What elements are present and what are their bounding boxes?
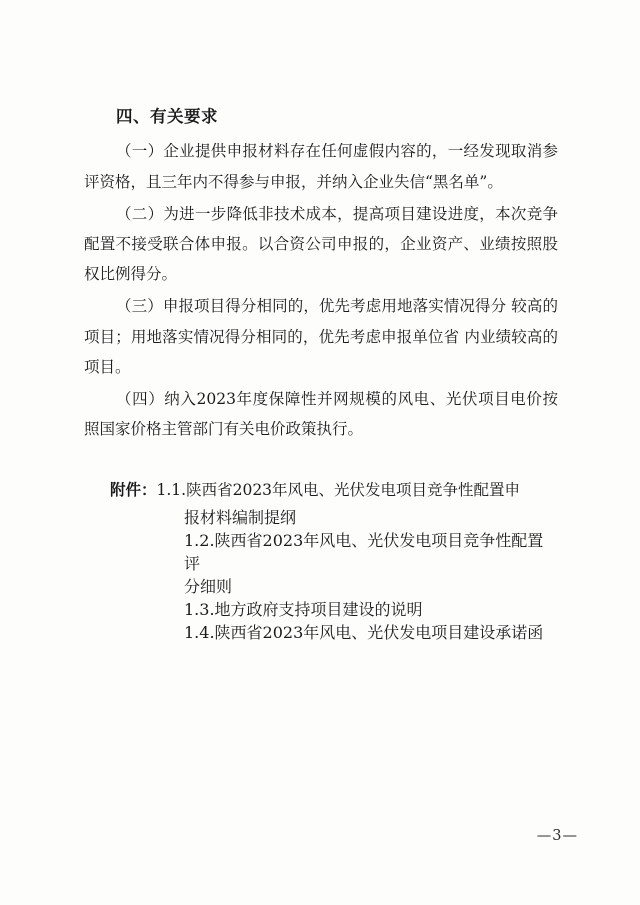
attachment-item-2-line-1: 1.2.陕西省2023年风电、光伏发电项目竞争性配置评 — [184, 530, 544, 573]
paragraph-1: （一）企业提供申报材料存在任何虚假内容的，一经发现取消参评资格，且三年内不得参与申报，并纳入企业失信“黑名单”。 — [84, 142, 558, 191]
attachment-first-row — [84, 475, 558, 505]
attachment-item-1-line-2: 报材料编制提纲 — [184, 507, 297, 527]
attachment-label: 附件： — [110, 479, 157, 499]
attachment-item-1-line-1: 1.1.陕西省2023年风电、光伏发电项目竞争性配置申 — [156, 480, 521, 499]
paragraph-4: （四）纳入2023年度保障性并网规模的风电、光伏项目电价按照国家价格主管部门有关电价政策执行。 — [84, 390, 558, 439]
attachment-section — [84, 475, 558, 643]
section-heading: 四、有关要求 — [116, 107, 218, 126]
page-number: —3— — [536, 828, 578, 844]
paragraph-3: （三）申报项目得分相同的，优先考虑用地落实情况得分 较高的项目；用地落实情况得分相同的，优先考虑申报单位省 内业绩较高的项目。 — [84, 297, 558, 376]
attachment-item-2-line-2: 分细则 — [184, 576, 233, 596]
attachment-item-4: 1.4.陕西省2023年风电、光伏发电项目建设承诺函 — [184, 622, 544, 642]
document-body — [84, 104, 558, 643]
paragraph-2: （二）为进一步降低非技术成本，提高项目建设进度，本次竞争配置不接受联合体申报。以合资公司申报的，企业资产、业绩按照股权比例得分。 — [84, 204, 558, 284]
attachment-item-3: 1.3.地方政府支持项目建设的说明 — [184, 599, 423, 619]
